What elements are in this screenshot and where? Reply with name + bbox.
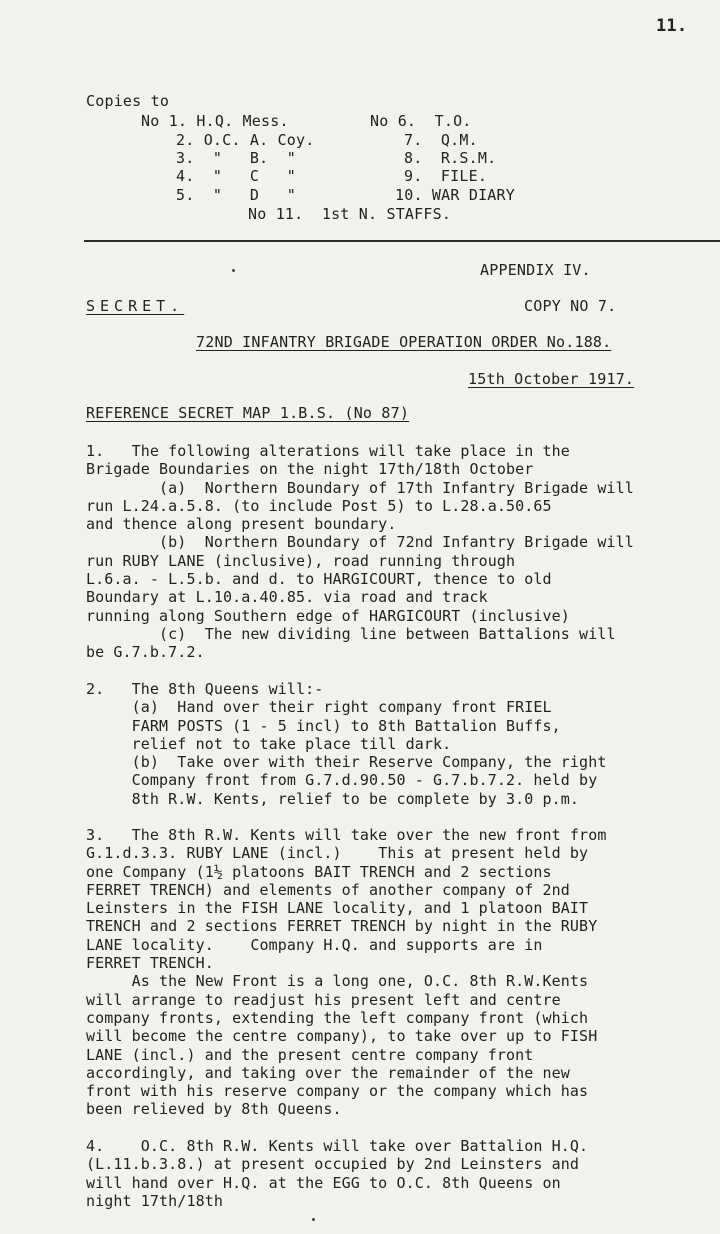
copies-row: No 11. 1st N. STAFFS. xyxy=(248,205,452,223)
copies-row: No 6. T.O. xyxy=(370,112,472,130)
appendix-label: APPENDIX IV. xyxy=(480,261,591,279)
copies-row: 9. FILE. xyxy=(404,167,488,185)
order-title: 72ND INFANTRY BRIGADE OPERATION ORDER No.188. xyxy=(196,333,612,351)
copies-row: 2. O.C. A. Coy. xyxy=(176,131,315,149)
copies-row: 3. " B. " xyxy=(176,149,296,167)
paragraph-2: 2. The 8th Queens will:- (a) Hand over their right company front FRIEL FARM POSTS (1 - 5 incl) to 8th Battalion Buffs, relief not to take place till dark. (b) Take over with their Reserve Company, the right Company front from G.7.d.90.50 - G.7.b.7.2. held by 8th R.W. Kents, relief to be complete by 3.0 p.m. xyxy=(86,680,607,808)
paragraph-3: 3. The 8th R.W. Kents will take over the new front from G.1.d.3.3. RUBY LANE (incl.) This at present held by one Company (1½ platoons BAIT TRENCH and 2 sections FERRET TRENCH) and elements of another company of 2nd Leinsters in the FISH LANE locality, and 1 platoon BAIT TRENCH and 2 sections FERRET TRENCH by night in the RUBY LANE locality. Company H.Q. and supports are in FERRET TRENCH. As the New Front is a long one, O.C. 8th R.W.Kents will arrange to readjust his present left and centre company fronts, extending the left company front (which will become the centre company), to take over up to FISH LANE (incl.) and the present centre company front accordingly, and taking over the remainder of the new front with his reserve company or the company which has been relieved by 8th Queens. xyxy=(86,826,607,1119)
copy-number: COPY NO 7. xyxy=(524,297,617,315)
map-reference: REFERENCE SECRET MAP 1.B.S. (No 87) xyxy=(86,404,410,422)
secret-label: SECRET. xyxy=(86,297,185,315)
ink-dot xyxy=(232,269,235,272)
copies-row: 8. R.S.M. xyxy=(404,149,497,167)
copies-row: 10. WAR DIARY xyxy=(395,186,515,204)
copies-heading: Copies to xyxy=(86,92,170,110)
copies-row: 4. " C " xyxy=(176,167,296,185)
order-date: 15th October 1917. xyxy=(468,370,635,388)
copies-row: 5. " D " xyxy=(176,186,296,204)
copies-row: No 1. H.Q. Mess. xyxy=(141,112,289,130)
paragraph-4: 4. O.C. 8th R.W. Kents will take over Battalion H.Q. (L.11.b.3.8.) at present occupied by 2nd Leinsters and will hand over H.Q. at the EGG to O.C. 8th Queens on night 17th/18th xyxy=(86,1137,589,1210)
copies-row: 7. Q.M. xyxy=(404,131,478,149)
paragraph-1: 1. The following alterations will take place in the Brigade Boundaries on the night 17th/18th October (a) Northern Boundary of 17th Infantry Brigade will run L.24.a.5.8. (to include Post 5) to L.28.a.50.65 and thence along present boundary. (b) Northern Boundary of 72nd Infantry Brigade will run RUBY LANE (inclusive), road running through L.6.a. - L.5.b. and d. to HARGICOURT, thence to old Boundary at L.10.a.40.85. via road and track running along Southern edge of HARGICOURT (inclusive) (c) The new dividing line between Battalions will be G.7.b.7.2. xyxy=(86,442,634,662)
divider-line xyxy=(84,240,720,242)
page-number: 11. xyxy=(656,16,688,36)
ink-dot xyxy=(312,1218,315,1221)
